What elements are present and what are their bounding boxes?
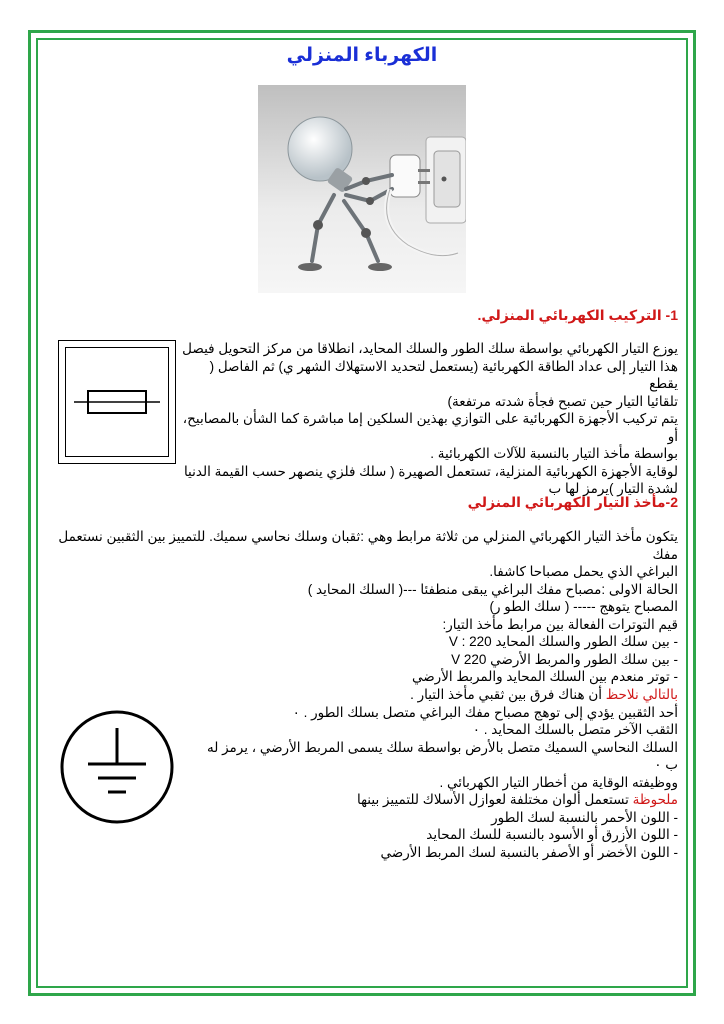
observation-line xyxy=(198,686,678,704)
section-2-line: الثقب الآخر متصل بالسلك المحايد . ٠ xyxy=(472,722,678,737)
fuse-symbol-inner-frame xyxy=(65,347,169,457)
section-2-heading: 2-مأخذ التيار الكهربائي المنزلي xyxy=(467,494,678,510)
page-title: الكهرباء المنزلي xyxy=(286,45,438,66)
section-2-line: ووظيفته الوقاية من أخطار التيار الكهربائي . xyxy=(439,774,678,790)
fuse-symbol-frame xyxy=(58,340,176,464)
section-1-line: يوزع التيار الكهربائي بواسطة سلك الطور والسلك المحايد، انطلاقا من مركز التحويل فيصل xyxy=(182,341,678,356)
section-1-text xyxy=(178,340,678,498)
fuse-icon xyxy=(66,348,168,456)
section-2-text xyxy=(38,528,678,686)
lightbulb-robot-illustration xyxy=(258,85,466,293)
section-2-line: السلك النحاسي السميك متصل بالأرض بواسطة سلك يسمى المربط الأرضي ، يرمز له ب ٠ xyxy=(207,739,678,772)
remark-line xyxy=(198,791,678,809)
section-2-line: الحالة الاولى :مصباح مفك البراغي يبقى منطفئا ---( السلك المحايد ) xyxy=(307,581,678,597)
earth-ground-icon xyxy=(58,708,176,826)
section-2-line: يتكون مأخذ التيار الكهربائي المنزلي من ثلاثة مرابط وهي :ثقبان وسلك نحاسي سميك. للتمييز بين الثقبين نستعمل مفك xyxy=(58,529,678,562)
section-1-line: يتم تركيب الأجهزة الكهربائية على التوازي بهذين السلكين إما مباشرة كما الشأن بالمصابيح، أو xyxy=(182,411,678,444)
observation-text: أن هناك فرق بين ثقبي مأخذ التيار . xyxy=(410,687,606,702)
section-1-line: لوقاية الأجهزة الكهربائية المنزلية، تستعمل الصهيرة ( سلك فلزي ينصهر حسب القيمة الدنيا xyxy=(183,463,678,479)
color-line: - اللون الأحمر بالنسبة لسك الطور xyxy=(491,809,678,825)
color-line: - اللون الأزرق أو الأسود بالنسبة للسك المحايد xyxy=(426,827,678,842)
section-1-line: هذا التيار إلى عداد الطاقة الكهربائية (يستعمل لتحديد الاستهلاك الشهر ي) ثم الفاصل ( يقطع xyxy=(209,358,678,391)
section-2-line: - توتر منعدم بين السلك المحايد والمربط الأرضي xyxy=(411,669,678,684)
observation-label: بالتالي نلاحظ xyxy=(605,687,678,702)
section-1-line: لشدة التيار )يرمز لها ب xyxy=(548,481,678,496)
section-1-line: تلقائيا التيار حين تصبح فجأة شدته مرتفعة) xyxy=(447,393,678,409)
remark-label: ملحوظة xyxy=(632,792,678,807)
section-2-line: أحد الثقبين يؤدي إلى توهج مصباح مفك البراغي متصل بسلك الطور . ٠ xyxy=(292,704,678,720)
section-2-line: قيم التوترات الفعالة بين مرابط مأخذ التيار: xyxy=(442,616,678,632)
section-2-line: البراغي الذي يحمل مصباحا كاشفا. xyxy=(489,564,678,579)
color-line: - اللون الأخضر أو الأصفر بالنسبة لسك المربط الأرضي xyxy=(380,844,678,860)
section-2-line: - بين سلك الطور والسلك المحايد V : 220 xyxy=(448,634,678,649)
remark-text: تستعمل ألوان مختلفة لعوازل الأسلاك للتمييز بينها xyxy=(356,792,633,807)
section-1-line: بواسطة مأخذ التيار بالنسبة للآلات الكهربائية . xyxy=(430,446,678,461)
section-2-text-lower xyxy=(198,686,678,861)
section-1-heading: 1- التركيب الكهربائي المنزلي. xyxy=(477,307,678,323)
section-2-line: المصباح يتوهج ----- ( سلك الطو ر) xyxy=(489,599,678,614)
section-2-line: - بين سلك الطور والمربط الأرضي V 220 xyxy=(451,651,678,667)
